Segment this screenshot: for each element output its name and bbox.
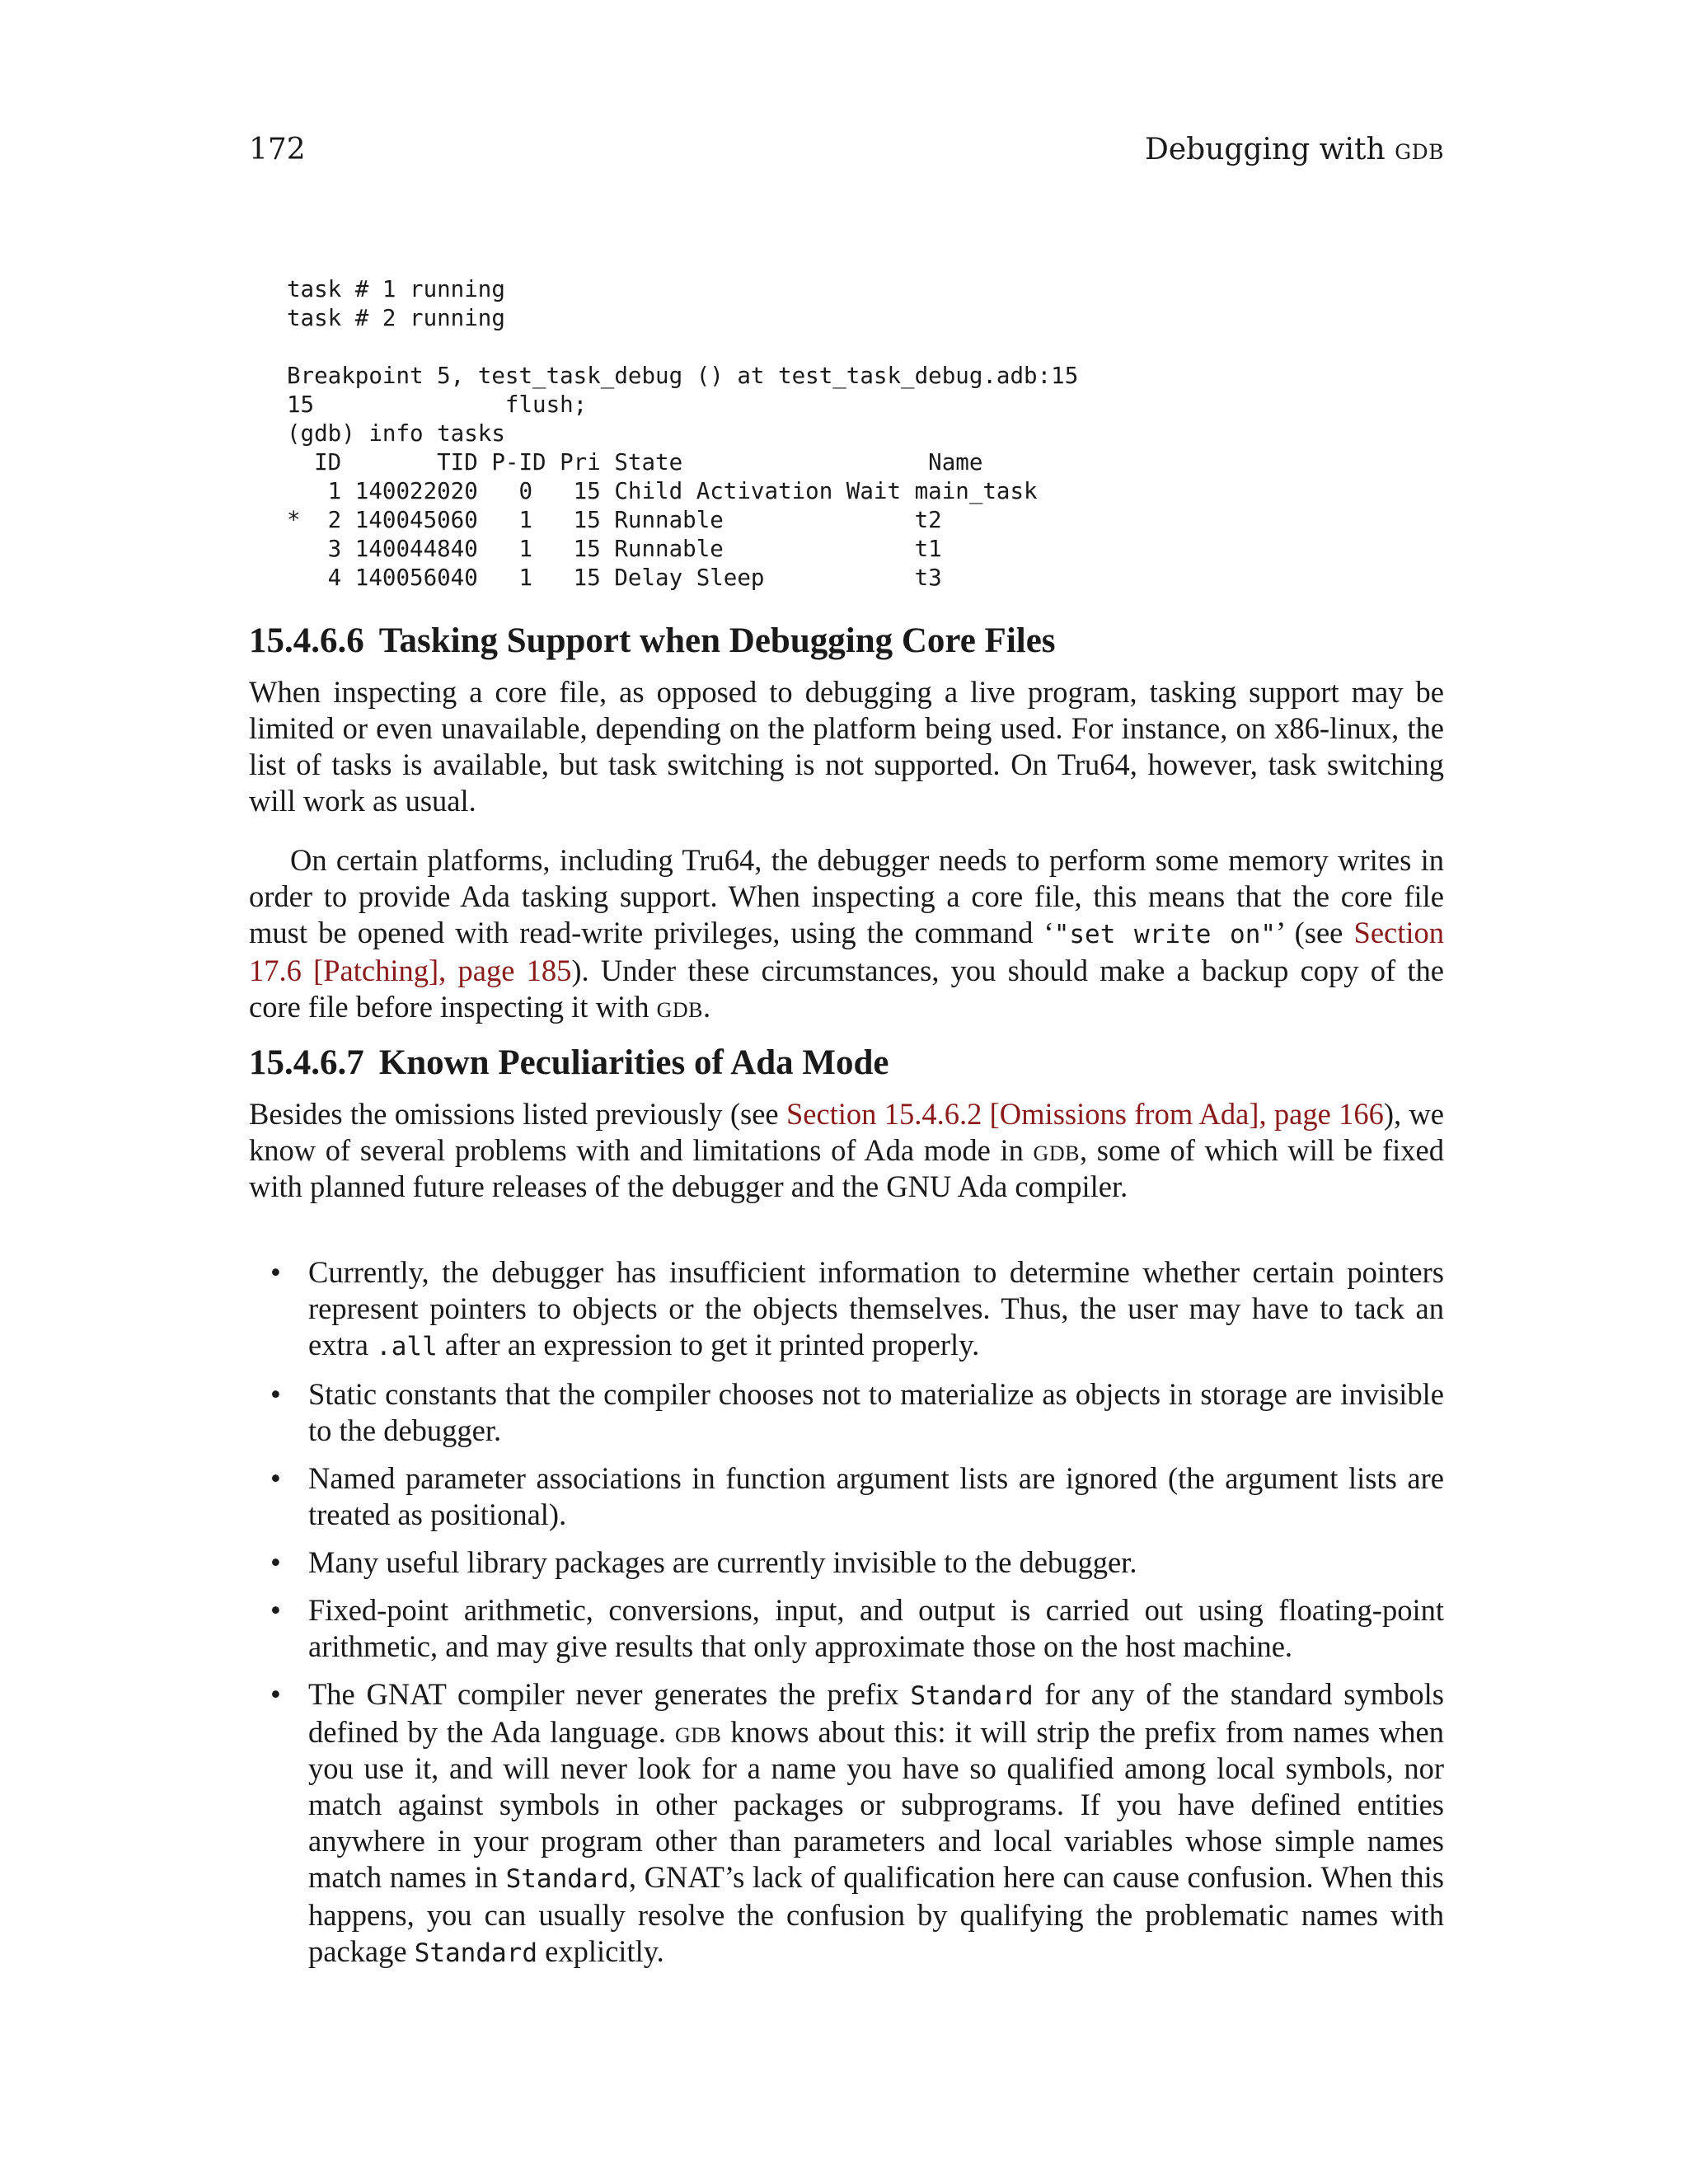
bullet-glyph: •: [270, 1593, 281, 1627]
section-heading-ada-peculiarities: [249, 1042, 1444, 1085]
section-number: 15.4.6.7: [249, 1043, 364, 1082]
text-run: Besides the omissions listed previously (see: [249, 1097, 786, 1131]
text-run: .: [703, 990, 711, 1024]
text-run: knows about this: it will strip the prefix from names when you use it, and will never look for a name you have so qualified among local symbols, nor match against symbols in other packages or subprograms. If you have defined entities anywhere in your program other than parameters and local variables whose simple names match names in: [308, 1715, 1444, 1894]
text-run: for any of the standard symbols defined by the Ada language.: [308, 1677, 1444, 1749]
inline-code-all: .all: [376, 1332, 438, 1361]
bullet-glyph: •: [270, 1377, 281, 1411]
inline-code-standard: Standard: [505, 1864, 629, 1894]
list-item: [249, 1676, 1444, 1971]
text-run: ’ (see: [1276, 916, 1354, 949]
running-header: [1145, 132, 1444, 168]
inline-code-set-write-on: "set write on": [1053, 920, 1277, 949]
section-title: Known Peculiarities of Ada Mode: [378, 1043, 889, 1082]
list-item: [249, 1592, 1444, 1665]
list-item: [249, 1460, 1444, 1533]
text-run: Static constants that the compiler chooses not to materialize as objects in storage are invisible to the debugger.: [308, 1377, 1444, 1447]
section-number: 15.4.6.6: [249, 621, 364, 660]
text-run: On certain platforms, including Tru64, the debugger needs to perform some memory writes in order to provide Ada tasking support. When inspecting a core file, this means that the core file must be opened with read-write privileges, using the command ‘: [249, 843, 1444, 949]
text-run: Currently, the debugger has insufficient information to determine whether certain pointers represent pointers to objects or the objects themselves. Thus, the user may have to tack an extra: [308, 1255, 1444, 1361]
gdb-session-code-block: task # 1 running task # 2 running Breakpoint 5, test_task_debug () at test_task_debug.adb:15 15 flush; (gdb) info tasks ID TID P-ID Pri State Name 1 140022020 0 15 Child Activation Wait main_task * 2 140045060 1 15 Runnable t2 3 140044840 1 15 Runnable t1 4 140056040 1 15 Delay Sleep t3: [287, 276, 1079, 591]
bullet-glyph: •: [270, 1677, 281, 1711]
bullet-glyph: •: [270, 1545, 281, 1579]
text-run: Fixed-point arithmetic, conversions, input, and output is carried out using floating-point arithmetic, and may give results that only approximate those on the host machine.: [308, 1593, 1444, 1663]
gdb-smallcaps: gdb: [656, 990, 704, 1024]
section-title: Tasking Support when Debugging Core Files: [378, 621, 1056, 660]
running-header-gdb: gdb: [1395, 133, 1444, 166]
text-run: ). Under these circumstances, you should make a backup copy of the core file before inspecting it with: [249, 954, 1444, 1024]
text-run: Named parameter associations in function argument lists are ignored (the argument lists are treated as positional).: [308, 1461, 1444, 1531]
list-item: [249, 1544, 1444, 1581]
text-run: , some of which will be fixed with planned future releases of the debugger and the GNU Ada compiler.: [249, 1133, 1444, 1203]
link-section-omissions[interactable]: Section 15.4.6.2 [Omissions from Ada], page 166: [785, 1097, 1384, 1131]
text-run: , GNAT’s lack of qualification here can cause confusion. When this happens, you can usually resolve the confusion by qualifying the problematic names with package: [308, 1860, 1444, 1968]
text-run: The GNAT compiler never generates the prefix: [308, 1677, 911, 1711]
link-section-patching[interactable]: Section 17.6 [Patching], page 185: [249, 916, 1444, 987]
running-header-text: Debugging with: [1145, 133, 1395, 166]
paragraph-ada-intro: [249, 1096, 1444, 1205]
inline-code-standard: Standard: [910, 1681, 1034, 1711]
paragraph-core-files-intro: When inspecting a core file, as opposed to debugging a live program, tasking support may be limited or even unavailable, depending on the platform being used. For instance, on x86-linux, the list of tasks is available, but task switching is not supported. On Tru64, however, task switching will work as usual.: [249, 675, 1444, 818]
list-item: [249, 1376, 1444, 1449]
list-item: [249, 1254, 1444, 1365]
text-run: after an expression to get it printed properly.: [437, 1328, 980, 1361]
peculiarities-list: [249, 1254, 1444, 1983]
text-run: Many useful library packages are currently invisible to the debugger.: [308, 1545, 1137, 1579]
section-heading-core-files: [249, 620, 1444, 663]
page-number: 172: [249, 133, 306, 166]
text-run: explicitly.: [537, 1934, 664, 1968]
gdb-smallcaps: gdb: [674, 1715, 722, 1749]
bullet-glyph: •: [270, 1461, 281, 1495]
text-run: ), we know of several problems with and limitations of Ada mode in: [249, 1097, 1445, 1167]
bullet-glyph: •: [270, 1255, 281, 1289]
gdb-smallcaps: gdb: [1033, 1133, 1080, 1167]
paragraph-core-files-tru64: [249, 842, 1444, 1025]
inline-code-standard: Standard: [414, 1938, 537, 1968]
